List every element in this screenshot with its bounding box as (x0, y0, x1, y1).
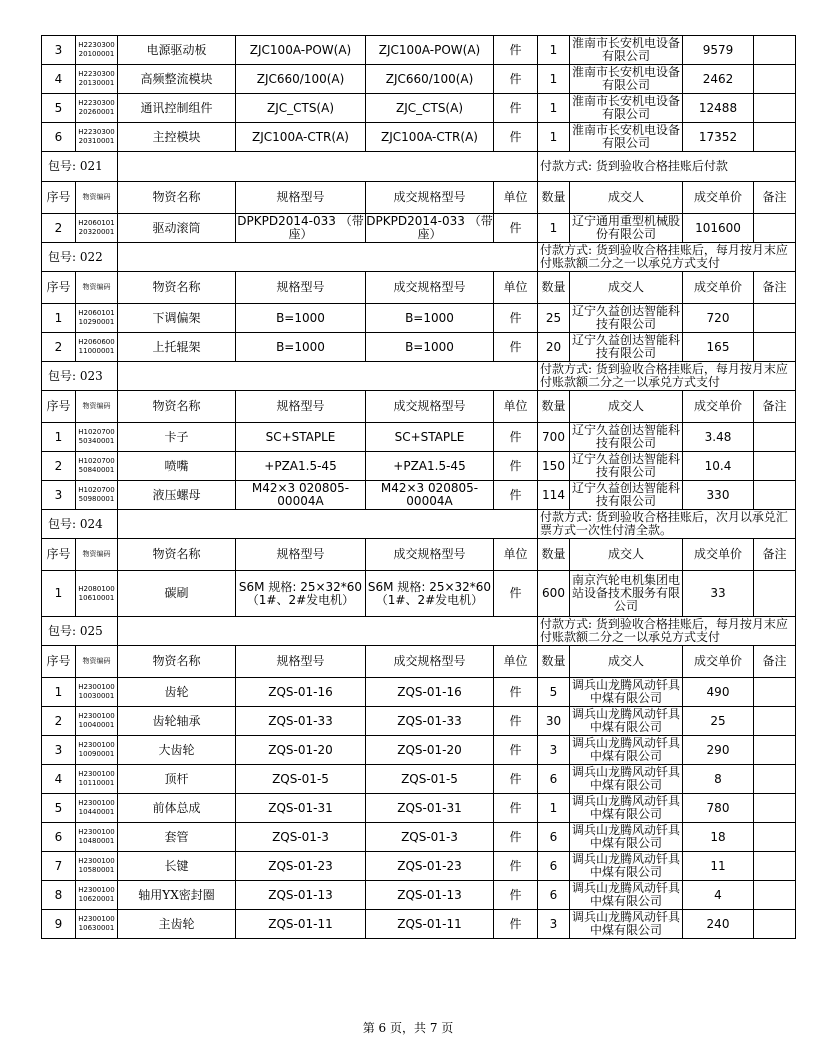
header-qty: 数量 (538, 646, 570, 678)
cell-supplier: 调兵山龙腾风动钎具中煤有限公司 (570, 794, 683, 823)
package-spacer (118, 152, 538, 182)
payment-terms: 付款方式: 货到验收合格挂账后，每月按月末应付账款额二分之一以承兑方式支付 (538, 362, 796, 391)
cell-code: H2230300 20100001 (76, 36, 118, 65)
cell-price: 11 (683, 852, 754, 881)
header-price: 成交单价 (683, 272, 754, 304)
table-row (42, 765, 796, 794)
cell-qty: 600 (538, 571, 570, 617)
header-seq: 序号 (42, 539, 76, 571)
cell-price: 290 (683, 736, 754, 765)
header-seq: 序号 (42, 391, 76, 423)
header-code: 物资编码 (76, 272, 118, 304)
package-label: 包号: 021 (42, 152, 118, 182)
cell-unit: 件 (494, 304, 538, 333)
cell-qty: 5 (538, 678, 570, 707)
header-supplier: 成交人 (570, 646, 683, 678)
table-row (42, 852, 796, 881)
cell-note (754, 304, 796, 333)
cell-note (754, 910, 796, 939)
cell-deal-spec: ZQS-01-11 (366, 910, 494, 939)
header-unit: 单位 (494, 646, 538, 678)
cell-qty: 6 (538, 852, 570, 881)
cell-unit: 件 (494, 707, 538, 736)
cell-name: 主齿轮 (118, 910, 236, 939)
cell-qty: 6 (538, 823, 570, 852)
page-footer: 第 6 页，共 7 页 (362, 1021, 454, 1035)
header-note: 备注 (754, 182, 796, 214)
cell-price: 10.4 (683, 452, 754, 481)
cell-qty: 1 (538, 123, 570, 152)
header-note: 备注 (754, 539, 796, 571)
cell-name: 套管 (118, 823, 236, 852)
cell-name: 上托辊架 (118, 333, 236, 362)
cell-code: H2300100 10580001 (76, 852, 118, 881)
table-body (42, 36, 796, 939)
cell-spec: M42×3 020805-00004A (236, 481, 366, 510)
header-deal-spec: 成交规格型号 (366, 272, 494, 304)
cell-code: H2300100 10090001 (76, 736, 118, 765)
package-spacer (118, 243, 538, 272)
cell-note (754, 214, 796, 243)
cell-supplier: 调兵山龙腾风动钎具中煤有限公司 (570, 736, 683, 765)
header-name: 物资名称 (118, 182, 236, 214)
table-row (42, 794, 796, 823)
header-name: 物资名称 (118, 539, 236, 571)
package-row (42, 362, 796, 391)
cell-seq: 2 (42, 333, 76, 362)
cell-seq: 9 (42, 910, 76, 939)
cell-code: H2060101 10290001 (76, 304, 118, 333)
cell-code: H1020700 50980001 (76, 481, 118, 510)
cell-seq: 3 (42, 736, 76, 765)
cell-spec: ZQS-01-31 (236, 794, 366, 823)
package-row (42, 510, 796, 539)
header-deal-spec: 成交规格型号 (366, 646, 494, 678)
header-code: 物资编码 (76, 182, 118, 214)
cell-name: 长键 (118, 852, 236, 881)
cell-code: H2300100 10030001 (76, 678, 118, 707)
header-deal-spec: 成交规格型号 (366, 539, 494, 571)
header-price: 成交单价 (683, 646, 754, 678)
cell-unit: 件 (494, 571, 538, 617)
cell-name: 通讯控制组件 (118, 94, 236, 123)
cell-price: 780 (683, 794, 754, 823)
header-unit: 单位 (494, 539, 538, 571)
cell-spec: ZQS-01-20 (236, 736, 366, 765)
table-row (42, 333, 796, 362)
cell-note (754, 452, 796, 481)
cell-supplier: 调兵山龙腾风动钎具中煤有限公司 (570, 852, 683, 881)
header-row (42, 646, 796, 678)
cell-name: 轴用YX密封圈 (118, 881, 236, 910)
cell-seq: 2 (42, 707, 76, 736)
header-spec: 规格型号 (236, 391, 366, 423)
table-row (42, 571, 796, 617)
cell-qty: 700 (538, 423, 570, 452)
cell-supplier: 淮南市长安机电设备有限公司 (570, 36, 683, 65)
cell-spec: S6M 规格: 25×32*60（1#、2#发电机） (236, 571, 366, 617)
cell-code: H2230300 20310001 (76, 123, 118, 152)
cell-spec: ZQS-01-33 (236, 707, 366, 736)
payment-terms: 付款方式: 货到验收合格挂账后，每月按月末应付账款额二分之一以承兑方式支付 (538, 243, 796, 272)
cell-seq: 4 (42, 765, 76, 794)
cell-supplier: 辽宁久益创达智能科技有限公司 (570, 423, 683, 452)
cell-name: 液压螺母 (118, 481, 236, 510)
cell-code: H1020700 50840001 (76, 452, 118, 481)
table-row (42, 304, 796, 333)
table-row (42, 452, 796, 481)
cell-qty: 1 (538, 94, 570, 123)
header-spec: 规格型号 (236, 182, 366, 214)
cell-note (754, 333, 796, 362)
cell-unit: 件 (494, 65, 538, 94)
cell-seq: 8 (42, 881, 76, 910)
cell-unit: 件 (494, 94, 538, 123)
cell-supplier: 调兵山龙腾风动钎具中煤有限公司 (570, 765, 683, 794)
header-note: 备注 (754, 646, 796, 678)
cell-note (754, 794, 796, 823)
table-row (42, 481, 796, 510)
cell-name: 大齿轮 (118, 736, 236, 765)
cell-price: 165 (683, 333, 754, 362)
header-deal-spec: 成交规格型号 (366, 391, 494, 423)
cell-unit: 件 (494, 423, 538, 452)
cell-seq: 5 (42, 794, 76, 823)
cell-price: 18 (683, 823, 754, 852)
cell-unit: 件 (494, 214, 538, 243)
cell-unit: 件 (494, 452, 538, 481)
cell-note (754, 765, 796, 794)
cell-unit: 件 (494, 881, 538, 910)
cell-price: 720 (683, 304, 754, 333)
cell-code: H2230300 20130001 (76, 65, 118, 94)
cell-qty: 1 (538, 214, 570, 243)
cell-supplier: 调兵山龙腾风动钎具中煤有限公司 (570, 707, 683, 736)
cell-qty: 6 (538, 881, 570, 910)
cell-seq: 4 (42, 65, 76, 94)
cell-unit: 件 (494, 333, 538, 362)
cell-supplier: 南京汽轮电机集团电站设备技术服务有限公司 (570, 571, 683, 617)
cell-note (754, 481, 796, 510)
header-row (42, 391, 796, 423)
header-supplier: 成交人 (570, 391, 683, 423)
payment-terms: 付款方式: 货到验收合格挂账后付款 (538, 152, 796, 182)
header-name: 物资名称 (118, 391, 236, 423)
cell-price: 101600 (683, 214, 754, 243)
cell-note (754, 571, 796, 617)
header-seq: 序号 (42, 182, 76, 214)
cell-name: 齿轮轴承 (118, 707, 236, 736)
cell-spec: ZQS-01-5 (236, 765, 366, 794)
package-label: 包号: 022 (42, 243, 118, 272)
cell-code: H2300100 10110001 (76, 765, 118, 794)
header-spec: 规格型号 (236, 272, 366, 304)
cell-note (754, 736, 796, 765)
cell-seq: 3 (42, 481, 76, 510)
cell-deal-spec: ZQS-01-16 (366, 678, 494, 707)
cell-seq: 1 (42, 678, 76, 707)
header-unit: 单位 (494, 391, 538, 423)
header-name: 物资名称 (118, 646, 236, 678)
cell-deal-spec: S6M 规格: 25×32*60（1#、2#发电机） (366, 571, 494, 617)
package-spacer (118, 362, 538, 391)
header-qty: 数量 (538, 182, 570, 214)
table-row (42, 423, 796, 452)
cell-supplier: 淮南市长安机电设备有限公司 (570, 65, 683, 94)
cell-code: H2300100 10620001 (76, 881, 118, 910)
cell-deal-spec: ZJC100A-CTR(A) (366, 123, 494, 152)
cell-name: 下调偏架 (118, 304, 236, 333)
cell-seq: 5 (42, 94, 76, 123)
cell-seq: 2 (42, 452, 76, 481)
cell-note (754, 678, 796, 707)
cell-price: 25 (683, 707, 754, 736)
cell-price: 9579 (683, 36, 754, 65)
cell-code: H1020700 50340001 (76, 423, 118, 452)
cell-qty: 3 (538, 910, 570, 939)
header-row (42, 272, 796, 304)
header-code: 物资编码 (76, 539, 118, 571)
cell-note (754, 423, 796, 452)
header-seq: 序号 (42, 646, 76, 678)
cell-supplier: 调兵山龙腾风动钎具中煤有限公司 (570, 881, 683, 910)
cell-name: 齿轮 (118, 678, 236, 707)
procurement-result-table (41, 35, 796, 939)
package-row (42, 243, 796, 272)
cell-deal-spec: DPKPD2014-033 （带座） (366, 214, 493, 241)
cell-supplier: 辽宁通用重型机械股份有限公司 (570, 214, 683, 243)
cell-seq: 7 (42, 852, 76, 881)
cell-supplier: 淮南市长安机电设备有限公司 (570, 94, 683, 123)
cell-note (754, 881, 796, 910)
table-row (42, 881, 796, 910)
cell-price: 3.48 (683, 423, 754, 452)
cell-qty: 150 (538, 452, 570, 481)
header-unit: 单位 (494, 272, 538, 304)
cell-price: 490 (683, 678, 754, 707)
table-row (42, 214, 796, 243)
header-price: 成交单价 (683, 391, 754, 423)
cell-deal-spec: ZQS-01-33 (366, 707, 494, 736)
package-row (42, 617, 796, 646)
cell-name: 主控模块 (118, 123, 236, 152)
cell-note (754, 65, 796, 94)
cell-name: 顶杆 (118, 765, 236, 794)
cell-deal-spec: ZJC_CTS(A) (366, 94, 494, 123)
cell-seq: 6 (42, 123, 76, 152)
package-spacer (118, 617, 538, 646)
cell-price: 4 (683, 881, 754, 910)
cell-note (754, 823, 796, 852)
package-label: 包号: 025 (42, 617, 118, 646)
payment-terms: 付款方式: 货到验收合格挂账后，次月以承兑汇票方式一次性付清全款。 (538, 510, 796, 539)
table-row (42, 823, 796, 852)
cell-seq: 2 (42, 214, 76, 243)
table-row (42, 36, 796, 65)
cell-spec: ZQS-01-23 (236, 852, 366, 881)
header-note: 备注 (754, 272, 796, 304)
header-row (42, 539, 796, 571)
cell-seq: 3 (42, 36, 76, 65)
cell-deal-spec: ZJC660/100(A) (366, 65, 494, 94)
cell-qty: 114 (538, 481, 570, 510)
cell-supplier: 辽宁久益创达智能科技有限公司 (570, 304, 683, 333)
cell-seq: 1 (42, 423, 76, 452)
cell-qty: 20 (538, 333, 570, 362)
header-code: 物资编码 (76, 646, 118, 678)
header-code: 物资编码 (76, 391, 118, 423)
cell-qty: 30 (538, 707, 570, 736)
header-price: 成交单价 (683, 539, 754, 571)
table-row (42, 707, 796, 736)
table-row (42, 65, 796, 94)
cell-note (754, 36, 796, 65)
payment-terms: 付款方式: 货到验收合格挂账后，每月按月末应付账款额二分之一以承兑方式支付 (538, 617, 796, 646)
cell-spec: ZJC_CTS(A) (236, 94, 366, 123)
cell-qty: 6 (538, 765, 570, 794)
cell-unit: 件 (494, 481, 538, 510)
cell-deal-spec: B=1000 (366, 333, 494, 362)
cell-supplier: 辽宁久益创达智能科技有限公司 (570, 452, 683, 481)
header-seq: 序号 (42, 272, 76, 304)
cell-seq: 1 (42, 571, 76, 617)
cell-supplier: 辽宁久益创达智能科技有限公司 (570, 333, 683, 362)
cell-spec: ZJC100A-CTR(A) (236, 123, 366, 152)
cell-spec: DPKPD2014-033 （带座） (237, 214, 364, 241)
cell-spec: B=1000 (236, 333, 366, 362)
cell-spec: ZQS-01-16 (236, 678, 366, 707)
cell-spec: ZJC100A-POW(A) (236, 36, 366, 65)
cell-supplier: 调兵山龙腾风动钎具中煤有限公司 (570, 823, 683, 852)
cell-name: 电源驱动板 (118, 36, 236, 65)
cell-qty: 1 (538, 65, 570, 94)
cell-code: H2080100 10610001 (76, 571, 118, 617)
header-price: 成交单价 (683, 182, 754, 214)
header-qty: 数量 (538, 539, 570, 571)
cell-name: 碳刷 (118, 571, 236, 617)
cell-name: 喷嘴 (118, 452, 236, 481)
cell-unit: 件 (494, 765, 538, 794)
cell-qty: 1 (538, 794, 570, 823)
cell-price: 240 (683, 910, 754, 939)
cell-price: 8 (683, 765, 754, 794)
cell-name: 驱动滚筒 (118, 214, 236, 243)
cell-unit: 件 (494, 823, 538, 852)
table-row (42, 123, 796, 152)
cell-spec: ZQS-01-3 (236, 823, 366, 852)
header-unit: 单位 (494, 182, 538, 214)
cell-price: 330 (683, 481, 754, 510)
cell-code: H2060600 11000001 (76, 333, 118, 362)
cell-price: 12488 (683, 94, 754, 123)
cell-deal-spec: ZQS-01-20 (366, 736, 494, 765)
table-row (42, 910, 796, 939)
cell-deal-spec: ZQS-01-5 (366, 765, 494, 794)
cell-deal-spec: ZQS-01-13 (366, 881, 494, 910)
cell-note (754, 707, 796, 736)
cell-deal-spec: ZQS-01-3 (366, 823, 494, 852)
cell-name: 前体总成 (118, 794, 236, 823)
cell-name: 高频整流模块 (118, 65, 236, 94)
cell-code: H2300100 10040001 (76, 707, 118, 736)
cell-supplier: 调兵山龙腾风动钎具中煤有限公司 (570, 910, 683, 939)
table-row (42, 678, 796, 707)
cell-unit: 件 (494, 123, 538, 152)
table-row (42, 736, 796, 765)
header-deal-spec: 成交规格型号 (366, 182, 494, 214)
cell-unit: 件 (494, 678, 538, 707)
header-name: 物资名称 (118, 272, 236, 304)
cell-unit: 件 (494, 852, 538, 881)
header-qty: 数量 (538, 272, 570, 304)
package-label: 包号: 023 (42, 362, 118, 391)
cell-deal-spec: M42×3 020805-00004A (366, 481, 494, 510)
cell-qty: 1 (538, 36, 570, 65)
cell-unit: 件 (494, 910, 538, 939)
header-row (42, 182, 796, 214)
cell-code: H2300100 10440001 (76, 794, 118, 823)
cell-price: 33 (683, 571, 754, 617)
cell-spec: +PZA1.5-45 (236, 452, 366, 481)
cell-supplier: 调兵山龙腾风动钎具中煤有限公司 (570, 678, 683, 707)
cell-note (754, 852, 796, 881)
cell-code: H2300100 10480001 (76, 823, 118, 852)
cell-spec: B=1000 (236, 304, 366, 333)
cell-deal-spec: ZQS-01-23 (366, 852, 494, 881)
cell-code: H2060101 20320001 (76, 214, 118, 243)
header-spec: 规格型号 (236, 646, 366, 678)
table-row (42, 94, 796, 123)
cell-deal-spec: SC+STAPLE (366, 423, 494, 452)
header-supplier: 成交人 (570, 272, 683, 304)
cell-spec: ZQS-01-11 (236, 910, 366, 939)
cell-qty: 3 (538, 736, 570, 765)
cell-name: 卡子 (118, 423, 236, 452)
cell-code: H2300100 10630001 (76, 910, 118, 939)
header-note: 备注 (754, 391, 796, 423)
package-spacer (118, 510, 538, 539)
cell-seq: 1 (42, 304, 76, 333)
cell-unit: 件 (494, 36, 538, 65)
cell-spec: ZJC660/100(A) (236, 65, 366, 94)
cell-deal-spec: +PZA1.5-45 (366, 452, 494, 481)
cell-unit: 件 (494, 736, 538, 765)
package-label: 包号: 024 (42, 510, 118, 539)
cell-supplier: 淮南市长安机电设备有限公司 (570, 123, 683, 152)
cell-qty: 25 (538, 304, 570, 333)
cell-note (754, 94, 796, 123)
cell-code: H2230300 20260001 (76, 94, 118, 123)
header-supplier: 成交人 (570, 182, 683, 214)
header-qty: 数量 (538, 391, 570, 423)
header-supplier: 成交人 (570, 539, 683, 571)
cell-seq: 6 (42, 823, 76, 852)
package-row (42, 152, 796, 182)
cell-note (754, 123, 796, 152)
cell-spec: ZQS-01-13 (236, 881, 366, 910)
cell-deal-spec: ZQS-01-31 (366, 794, 494, 823)
cell-price: 17352 (683, 123, 754, 152)
cell-spec: SC+STAPLE (236, 423, 366, 452)
cell-supplier: 辽宁久益创达智能科技有限公司 (570, 481, 683, 510)
header-spec: 规格型号 (236, 539, 366, 571)
cell-deal-spec: ZJC100A-POW(A) (366, 36, 494, 65)
cell-deal-spec: B=1000 (366, 304, 494, 333)
cell-unit: 件 (494, 794, 538, 823)
cell-price: 2462 (683, 65, 754, 94)
